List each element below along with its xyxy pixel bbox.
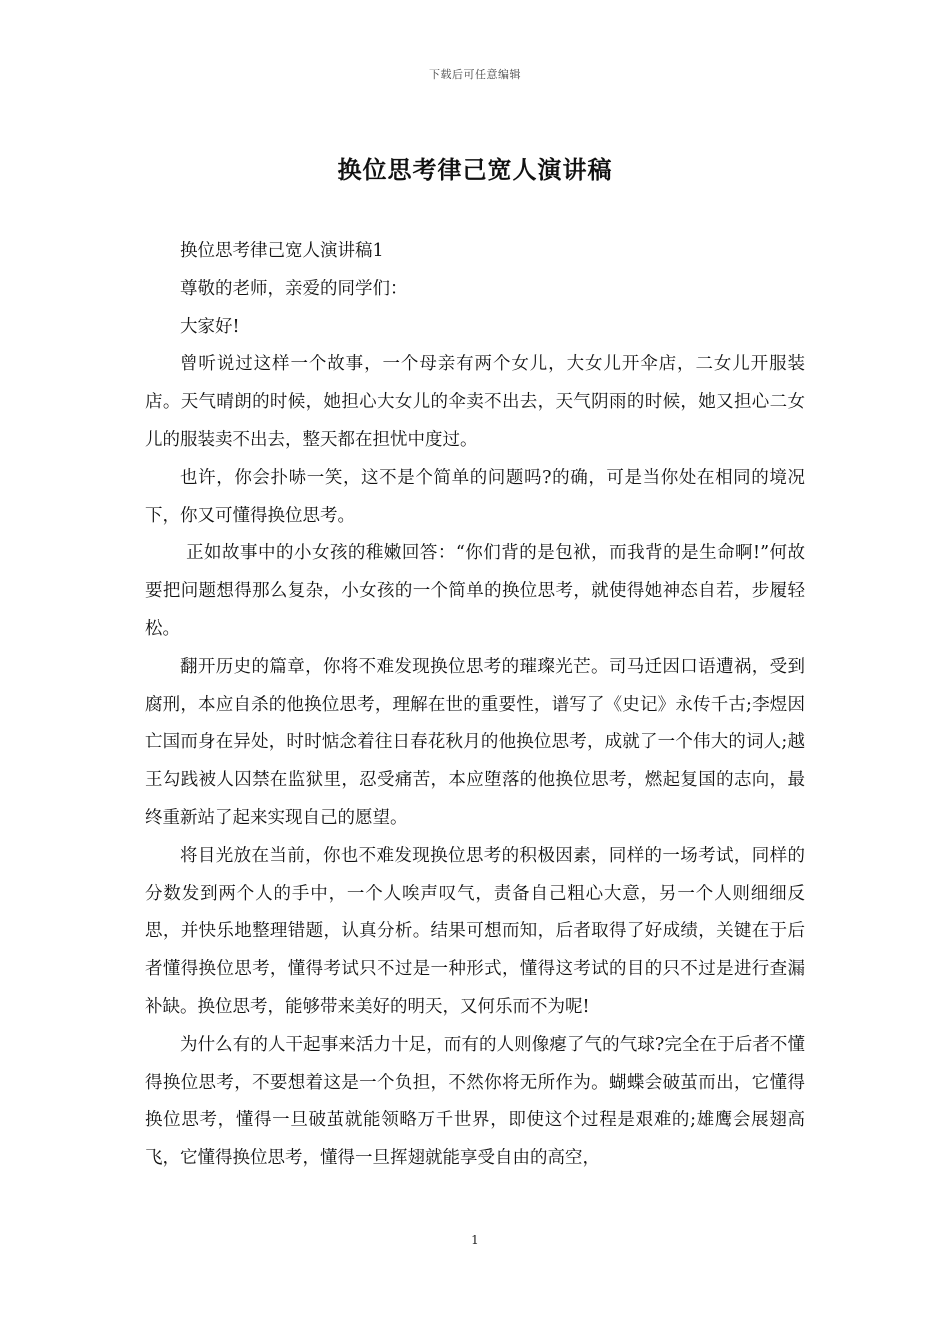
paragraph: 正如故事中的小女孩的稚嫩回答：“你们背的是包袱，而我背的是生命啊!”何故要把问题想得那么复杂，小女孩的一个简单的换位思考，就使得她神态自若，步履轻松。 xyxy=(145,543,805,639)
paragraph: 曾听说过这样一个故事，一个母亲有两个女儿，大女儿开伞店，二女儿开服装店。天气晴朗的时候，她担心大女儿的伞卖不出去，天气阴雨的时候，她又担心二女儿的服装卖不出去，整天都在担忧中度过。 xyxy=(145,354,805,450)
document-title: 换位思考律己宽人演讲稿 xyxy=(337,155,613,184)
paragraph-greeting: 大家好! xyxy=(180,316,240,337)
paragraph: 将目光放在当前，你也不难发现换位思考的积极因素，同样的一场考试，同样的分数发到两个人的手中，一个人唉声叹气，责备自己粗心大意，另一个人则细细反思，并快乐地整理错题，认真分析。结果可想而知，后者取得了好成绩，关键在于后者懂得换位思考，懂得考试只不过是一种形式，懂得这考试的目的只不过是进行查漏补缺。换位思考，能够带来美好的明天，又何乐而不为呢! xyxy=(145,845,805,1017)
paragraph: 为什么有的人干起事来活力十足，而有的人则像瘪了气的气球?完全在于后者不懂得换位思考，不要想着这是一个负担，不然你将无所作为。蝴蝶会破茧而出，它懂得换位思考，懂得一旦破茧就能领略万千世界，即使这个过程是艰难的;雄鹰会展翅高飞，它懂得换位思考，懂得一旦挥翅就能享受自由的高空， xyxy=(145,1034,805,1169)
paragraph-subtitle: 换位思考律己宽人演讲稿1 xyxy=(180,241,384,261)
document-body xyxy=(145,233,805,1178)
page-number: 1 xyxy=(471,1233,479,1247)
paragraph: 也许，你会扑哧一笑，这不是个简单的问题吗?的确，可是当你处在相同的境况下，你又可懂得换位思考。 xyxy=(145,467,805,526)
paragraph: 翻开历史的篇章，你将不难发现换位思考的璀璨光芒。司马迁因口语遭祸，受到腐刑，本应自杀的他换位思考，理解在世的重要性，谱写了《史记》永传千古;李煜因亡国而身在异处，时时惦念着往日春花秋月的他换位思考，成就了一个伟大的词人;越王勾践被人囚禁在监狱里，忍受痛苦，本应堕落的他换位思考，燃起复国的志向，最终重新站了起来实现自己的愿望。 xyxy=(145,656,805,828)
paragraph-salutation: 尊敬的老师，亲爱的同学们： xyxy=(180,278,408,299)
header-note: 下载后可任意编辑 xyxy=(429,68,521,81)
